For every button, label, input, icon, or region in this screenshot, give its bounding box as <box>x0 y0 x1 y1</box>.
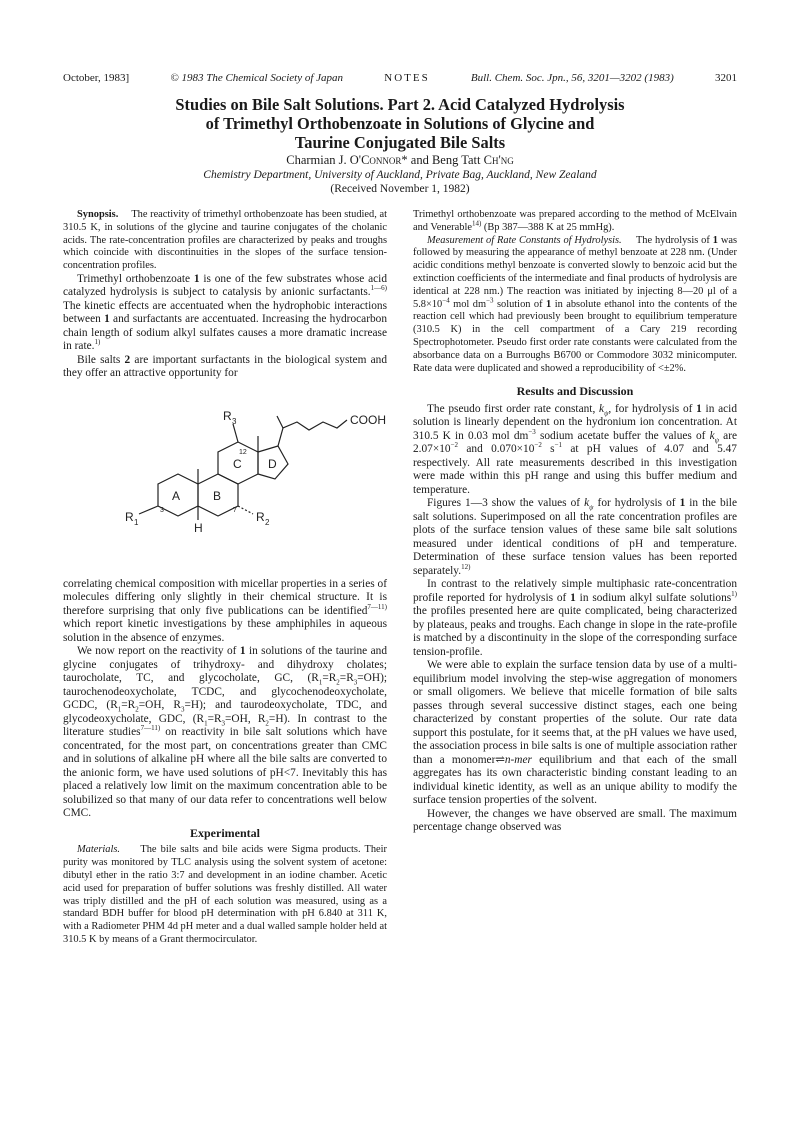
results-paragraph-3 <box>413 578 737 659</box>
r2-subscript: 2 <box>265 517 270 527</box>
r2-bond <box>238 506 253 514</box>
text: which report kinetic investigations by these amphiphiles in aqueous solution in the absence of enzymes. <box>63 618 387 644</box>
synopsis-label: Synopsis. <box>77 209 119 220</box>
compound-1: 1 <box>712 234 718 246</box>
ref: 7—11) <box>367 603 387 612</box>
intro-paragraph-3 <box>63 578 387 646</box>
text: The kinetic effects are accentuated when the hydrophobic interactions between <box>63 299 387 326</box>
r1-label: R <box>125 509 134 524</box>
text: , for hydrolysis of <box>608 402 697 415</box>
text: The hydrolysis of <box>635 234 713 246</box>
sup: −3 <box>486 296 494 305</box>
text: Trimethyl orthobenzoate was prepared according to the method of McElvain and Venerable <box>413 209 737 233</box>
psi-subscript: ψ <box>604 409 609 418</box>
text: and surfactants are accentuated. Increasing the hydrocarbon chain length of sodium alkyl sulfates causes a more dramatic increase in rate. <box>63 313 387 353</box>
text: Figures 1—3 show the values of <box>427 497 585 510</box>
text: We were able to explain the surface tension data by use of a multi-equilibrium model involving the step-wise aggregation of monomers or small oligomers. We believe that micelle formation of bile salts passes through several successive distinct stages, each one being characterized by constant properties of the solute. Our rate data support this postulate, for it seems that, at the pH values we have used, the association process in bile salts is one of multiple association rather than a monomer <box>413 659 737 766</box>
text: =OH <box>357 672 381 685</box>
text: for hydrolysis of <box>593 497 680 510</box>
r2-label: R <box>256 509 265 524</box>
ring-a-label: A <box>172 488 181 503</box>
text: sodium acetate buffer the values of <box>535 429 710 442</box>
compound-1: 1 <box>696 402 702 415</box>
text: =H <box>184 699 200 712</box>
text: ); and taurodeoxycholate, TDC, and glycodeoxycholate, GDC, (R <box>63 699 387 725</box>
psi-subscript: ψ <box>714 436 719 445</box>
compound-2: 2 <box>124 353 131 366</box>
text: Bile salts <box>77 353 125 366</box>
experimental-heading: Experimental <box>190 825 260 840</box>
text: ). In contrast to the literature studies <box>63 712 387 739</box>
materials-paragraph <box>63 844 387 946</box>
results-paragraph-1 <box>413 403 737 498</box>
text: n-mer <box>504 753 532 766</box>
text: However, the changes we have observed are small. The maximum percentage change observed was <box>413 807 737 834</box>
authors <box>63 153 737 168</box>
author-1-first: Charmian J. O' <box>286 153 362 167</box>
ring-c-label: C <box>233 456 242 471</box>
preparation-paragraph <box>413 209 737 235</box>
intro-paragraph-4: We now report on the reactivity of 1 in solutions of the taurine and glycine conjugates of trihydroxy- and dihydroxy cholates; taurocholate, TC, and glycocholate, GC, $(R_1=R_2=R_3=OH)$; taurochenodeoxycholate, TCDC, and glycochenodeoxycholate, GCDC, ($R_1=R_2=OH$, $R_3=H$); and taurodeoxycholate, TDC, and glycodeoxycholate, GDC, ($R_1=R_3=OH$, $R_2=H$). In contrast to the literature studies$^{7—11)}$ on reactivity in bile salt solutions which have concentrated, for the most part, on concentrations greater than CMC and in solutions of alkaline pH where all the bile salts are converted to the anionic form, we have used solutions of pH<7. Inevitably this has placed a relatively low limit on the maximum concentration able to be solubilized so that many of our data refer to concentrations well below CMC. <box>63 645 387 820</box>
ref: 12) <box>461 563 471 572</box>
k-symbol: k <box>599 402 605 415</box>
ring-b-label: B <box>213 488 222 503</box>
author-1-last: Connor <box>361 153 402 167</box>
ref: 1) <box>731 590 737 599</box>
title-block <box>63 95 737 196</box>
author-separator: * and Beng Tatt <box>401 153 484 167</box>
compound-1: 1 <box>193 272 200 285</box>
running-header <box>63 72 737 84</box>
psi-subscript: ψ <box>589 503 594 512</box>
sup: −3 <box>528 428 536 437</box>
header-journal: Bull. Chem. Soc. Jpn., 56, 3201—3202 (1983) <box>470 72 674 84</box>
text: =R <box>322 672 337 685</box>
sup: −2 <box>450 441 459 450</box>
text: Trimethyl orthobenzoate <box>77 272 194 285</box>
text: We now report on the reactivity of <box>77 645 240 658</box>
ref: 7—11) <box>140 724 161 733</box>
results-heading: Results and Discussion <box>516 384 634 399</box>
title-line-1: Studies on Bile Salt Solutions. Part 2. Acid Catalyzed Hydrolysis <box>175 95 625 114</box>
text: The pseudo first order rate constant, <box>427 402 600 415</box>
text: the profiles presented here are quite complicated, being characterized by plateaus, peaks and troughs. Each change in slope in the rate-profile is matched by a discontinuity in the slope of the corresponding surface tension-profile. <box>413 605 737 658</box>
header-section: NOTES <box>384 72 430 84</box>
article-title <box>63 95 737 152</box>
header-copyright: © 1983 The Chemical Society of Japan <box>170 72 344 84</box>
text: =R <box>121 699 136 712</box>
results-paragraph-5 <box>413 808 737 835</box>
k-symbol: k <box>709 429 715 442</box>
results-paragraph-4 <box>413 659 737 808</box>
intro-paragraph-2 <box>63 354 387 381</box>
measurement-label: Measurement of Rate Constants of Hydrolysis. <box>427 234 622 246</box>
synopsis-text: The reactivity of trimethyl orthobenzoate has been studied, at 310.5 K, in solutions of the glycine and taurine conjugates of the cholanic acids. The rate-concentration profiles are characterized by peaks and troughs which coincide with discontinuities in the slopes of the surface tension-concentration profiles. <box>63 209 387 272</box>
k-symbol: k <box>584 497 590 510</box>
text: in sodium alkyl sulfate solutions <box>575 591 732 604</box>
text: mol dm <box>449 298 487 310</box>
compound-1: 1 <box>104 313 110 326</box>
text: at pH values of 4.07 and 5.47 respectively. All rate measurements described in this investigation were made within this pH range and using this buffer medium and temperature. <box>413 443 737 496</box>
h-label: H <box>194 520 203 535</box>
position-7-label: 7 <box>233 506 237 514</box>
r3-label: R <box>223 408 232 423</box>
text: =R <box>339 672 354 685</box>
text: The bile salts and bile acids were Sigma products. Their purity was monitored by TLC analysis using the solvent system of acetone: dibutyl ether in the ratio 3:7 and development in an iodine chamber. Acetic acid used for preparation of buffer solutions was freshly distilled. All water was triply distilled and the pH of each solution was measured, using as a standard BDH buffer for blood pH determination with pH 6.840 at 311 K, with a Radiometer PHM 4d pH meter and a dual walled sample holder held at 310.5 K by means of a Grant thermocirculator. <box>63 844 387 946</box>
affiliation: Chemistry Department, University of Auckland, Private Bag, Auckland, New Zealand <box>203 169 597 181</box>
received-date: (Received November 1, 1982) <box>330 183 470 195</box>
title-line-2: of Trimethyl Orthobenzoate in Solutions of Glycine and <box>205 114 595 133</box>
text: =OH, R <box>225 712 266 725</box>
author-2-last: h'ng <box>491 153 514 167</box>
compound-1: 1 <box>679 497 686 510</box>
results-paragraph-2 <box>413 497 737 578</box>
text: solution of <box>493 298 547 310</box>
compound-1: 1 <box>570 591 576 604</box>
materials-label: Materials. <box>77 844 121 856</box>
r1-subscript: 1 <box>134 517 139 527</box>
bile-salt-structure-diagram <box>63 384 387 574</box>
text: s <box>541 443 555 456</box>
text: =R <box>207 712 222 725</box>
sup: −2 <box>534 441 542 450</box>
sup: −4 <box>442 296 450 305</box>
ring-d-label: D <box>268 456 277 471</box>
left-column <box>63 209 387 947</box>
text: correlating chemical composition with micellar properties in a series of molecules differing only slightly in their chemical structure. It is therefore surprising that only five publications can be identified <box>63 577 387 617</box>
author-2-initial: C <box>483 153 492 167</box>
text: in solutions of the taurine and glycine conjugates of trihydroxy- and dihydroxy cholates; taurocholate, TC, and glycocholate, GC, (R <box>63 645 387 685</box>
cooh-label: COOH <box>350 412 386 427</box>
text: =H <box>268 712 284 725</box>
text: in absolute ethanol into the contents of the reaction cell which had previously been brought to equilibrium temperature (310.5 K) in the cell compartment of a Cary 219 recording Spectrophotometer. Pseudo first order rate constants were calculated from the absorbance data on a Burroughs B6700 or Commodore 3032 minicomputer. Rate data were duplicated and showed a reproducibility of <±2%. <box>413 298 737 374</box>
text: is one of the few substrates whose acid catalyzed hydrolysis is subject to catalysis by anionic surfactants. <box>63 272 388 299</box>
r1-bond <box>139 506 158 514</box>
ref: 1—6) <box>370 284 387 293</box>
text: ); taurochenodeoxycholate, TCDC, and glycochenodeoxycholate, GCDC, (R <box>63 672 387 712</box>
text: are 2.07×10 <box>413 429 738 456</box>
ref: 14) <box>471 219 482 228</box>
sup: −1 <box>554 441 563 450</box>
synopsis <box>63 209 387 273</box>
r3-subscript: 3 <box>232 416 237 426</box>
header-page-number: 3201 <box>714 72 737 84</box>
ref: 1) <box>94 338 101 347</box>
position-12-label: 12 <box>239 448 247 456</box>
text: are important surfactants in the biological system and they offer an attractive opportunity for <box>63 353 387 380</box>
measurement-paragraph <box>413 235 737 376</box>
position-3-label: 3 <box>160 506 164 514</box>
intro-paragraph-1 <box>63 273 387 354</box>
methyl-21 <box>277 416 283 428</box>
text: equilibrium and that each of the small aggregates has its own characteristic binding constant leading to an individual kinetic identity, as well as an unique ability to modify the surface tension properties of the solvent. <box>413 753 737 807</box>
text: on reactivity in bile salt solutions which have concentrated, for the most part, on concentrations greater than CMC and in solutions of alkaline pH where all the bile salts are converted to the anionic form, we have used solutions of pH<7. Inevitably this has placed a relatively low limit on the maximum concentration able to be solubilized so that many of our data refer to concentrations well below CMC. <box>63 726 387 820</box>
text: in the bile salt solutions. Superimposed on all the rate concentration profiles are plots of the surface tension values of these same bile salt solutions measured under identical conditions of pH and temperature. Determination of these surface tension values has been reported separately. <box>413 497 737 577</box>
r3-bond <box>233 424 238 442</box>
text: =OH, R <box>138 699 181 712</box>
text: and 0.070×10 <box>458 443 535 456</box>
compound-1: 1 <box>546 298 552 310</box>
equilibrium-arrow: ⇌ <box>495 753 505 766</box>
text: in acid solution is linearly dependent on the hydronium ion concentration. At 310.5 K in 0.03 mol dm <box>413 402 737 442</box>
right-column <box>413 209 737 835</box>
text: was followed by measuring the appearance of methyl benzoate at 228 nm. (Under acidic conditions methyl benzoate is converted slowly to benzoic acid but the extinction coefficients of the intermediate and final products of hydrolysis are identical at 228 nm.) The reaction was initiated by injecting 8—20 μl of a 5.8×10 <box>413 234 737 310</box>
header-date: October, 1983] <box>63 72 130 84</box>
title-line-3: Taurine Conjugated Bile Salts <box>294 133 506 152</box>
text: (Bp 387—388 K at 25 mmHg). <box>481 221 615 233</box>
side-chain <box>278 420 347 446</box>
compound-1: 1 <box>239 645 246 658</box>
text: In contrast to the relatively simple multiphasic rate-concentration profile reported for hydrolysis of <box>413 578 737 604</box>
